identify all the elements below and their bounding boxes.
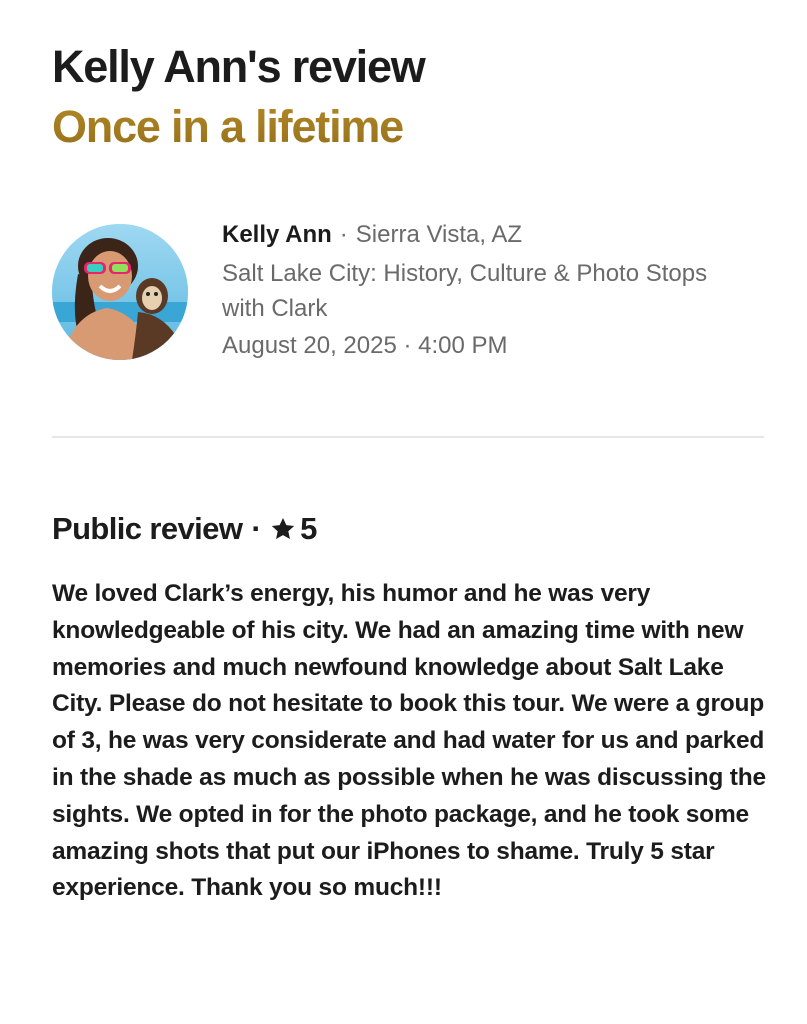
experience-title[interactable]: Salt Lake City: History, Culture & Photo Stops with Clark (222, 260, 708, 322)
public-review-label: Public review (52, 511, 243, 546)
author-line (222, 222, 762, 248)
review-subtitle: Once in a lifetime (52, 96, 772, 158)
author-info (52, 222, 772, 362)
avatar-photo (52, 224, 188, 360)
author-name[interactable]: Kelly Ann (222, 221, 332, 248)
star-icon (270, 512, 296, 552)
review-date: August 20, 2025 · 4:00 PM (222, 332, 508, 359)
review-title: Kelly Ann's review (52, 41, 425, 92)
meta-separator: · (339, 221, 348, 248)
public-review-header (52, 509, 317, 552)
author-meta (222, 222, 762, 361)
avatar[interactable] (52, 224, 188, 360)
divider (52, 436, 764, 438)
author-location: Sierra Vista, AZ (355, 221, 523, 248)
header-separator: · (251, 511, 262, 546)
rating-value: 5 (300, 511, 317, 546)
review-header (52, 38, 772, 158)
review-body: We loved Clark’s energy, his humor and he was very knowledgeable of his city. We had an amazing time with new memories and much newfound knowledge about Salt Lake City. Please do not hesitate to book this tour. We were a group of 3, he was very considerate and had water for us and parked in the shade as much as possible when he was discussing the sights. We opted in for the photo package, and he took some amazing shots that put our iPhones to shame. Truly 5 star experience. Thank you so much!!! (52, 580, 766, 902)
